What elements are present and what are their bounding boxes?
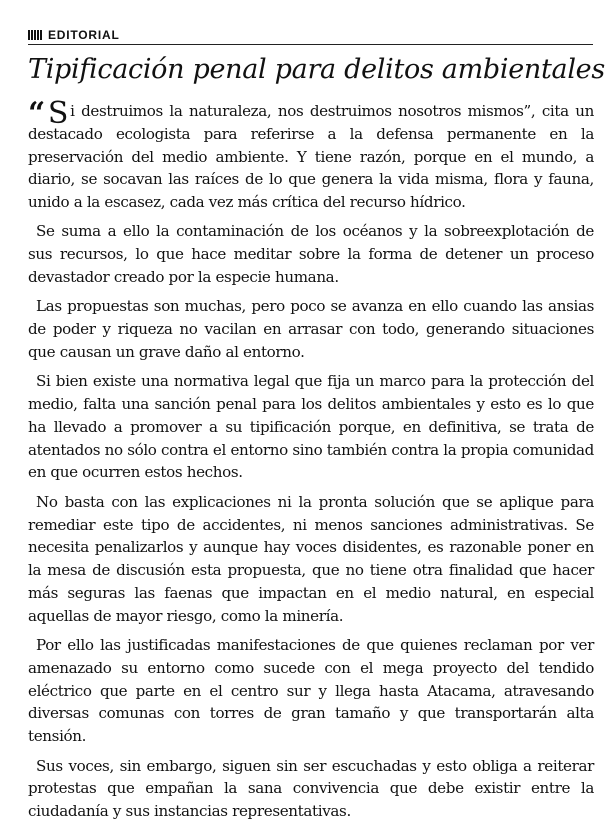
article-paragraph-5: No basta con las explicaciones ni la pronta solución que se aplique para remediar este tipo de accidentes, ni menos sanciones administrativas. Se necesita penalizarlos y aunque hay voces disidentes, es razonable poner en la mesa de discusión esta propuesta, que no tiene otra finalidad que hacer más seguras las faenas que impactan en el medio natural, en especial aquellas de mayor riesgo, como la minería.: [28, 492, 594, 625]
article-paragraph-2: Se suma a ello la contaminación de los océanos y la sobreexplotación de sus recursos, lo que hace meditar sobre la forma de detener un proceso devastador creado por la especie humana.: [28, 222, 594, 287]
headline: Tipificación penal para delitos ambientales: [28, 54, 605, 85]
section-label: EDITORIAL: [47, 28, 120, 42]
open-quote: “: [28, 96, 45, 131]
article-paragraph-4: Si bien existe una normativa legal que fija un marco para la protección del medio, falta una sanción penal para los delitos ambientales y esto es lo que ha llevado a promover a su tipificación porque, en definitiva, se trata de atentados no sólo contra el entorno sino también contra la propia comunidad en que ocurren estos hechos.: [28, 372, 594, 482]
header-divider: [28, 44, 593, 45]
paragraph-text: i destruimos la naturaleza, nos destruimos nosotros mismos”, cita un destacado ecologista para referirse a la defensa permanente en la preservación del medio ambiente. Y tiene razón, porque en el mundo, a diario, se socavan las raíces de lo que genera la vida misma, flora y fauna, unido a la escasez, cada vez más crítica del recurso hídrico.: [28, 102, 594, 212]
article-paragraph-1: [28, 96, 594, 214]
article-paragraph-3: Las propuestas son muchas, pero poco se avanza en ello cuando las ansias de poder y riqueza no vacilan en arrasar con todo, generando situaciones que causan un grave daño al entorno.: [28, 297, 594, 361]
article-paragraph-7: Sus voces, sin embargo, siguen sin ser escuchadas y esto obliga a reiterar protestas que empañan la sana convivencia que debe existir entre la ciudadanía y sus instancias representativas.: [28, 756, 594, 821]
drop-cap: S: [47, 96, 69, 131]
section-header: [28, 28, 120, 42]
article-body: [28, 96, 594, 829]
barcode-icon: [28, 30, 42, 40]
article-paragraph-6: Por ello las justificadas manifestaciones de que quienes reclaman por ver amenazado su entorno como sucede con el mega proyecto del tendido eléctrico que parte en el centro sur y llega hasta Atacama, atravesando diversas comunas con torres de gran tamaño y que transportarán alta tensión.: [28, 636, 594, 746]
